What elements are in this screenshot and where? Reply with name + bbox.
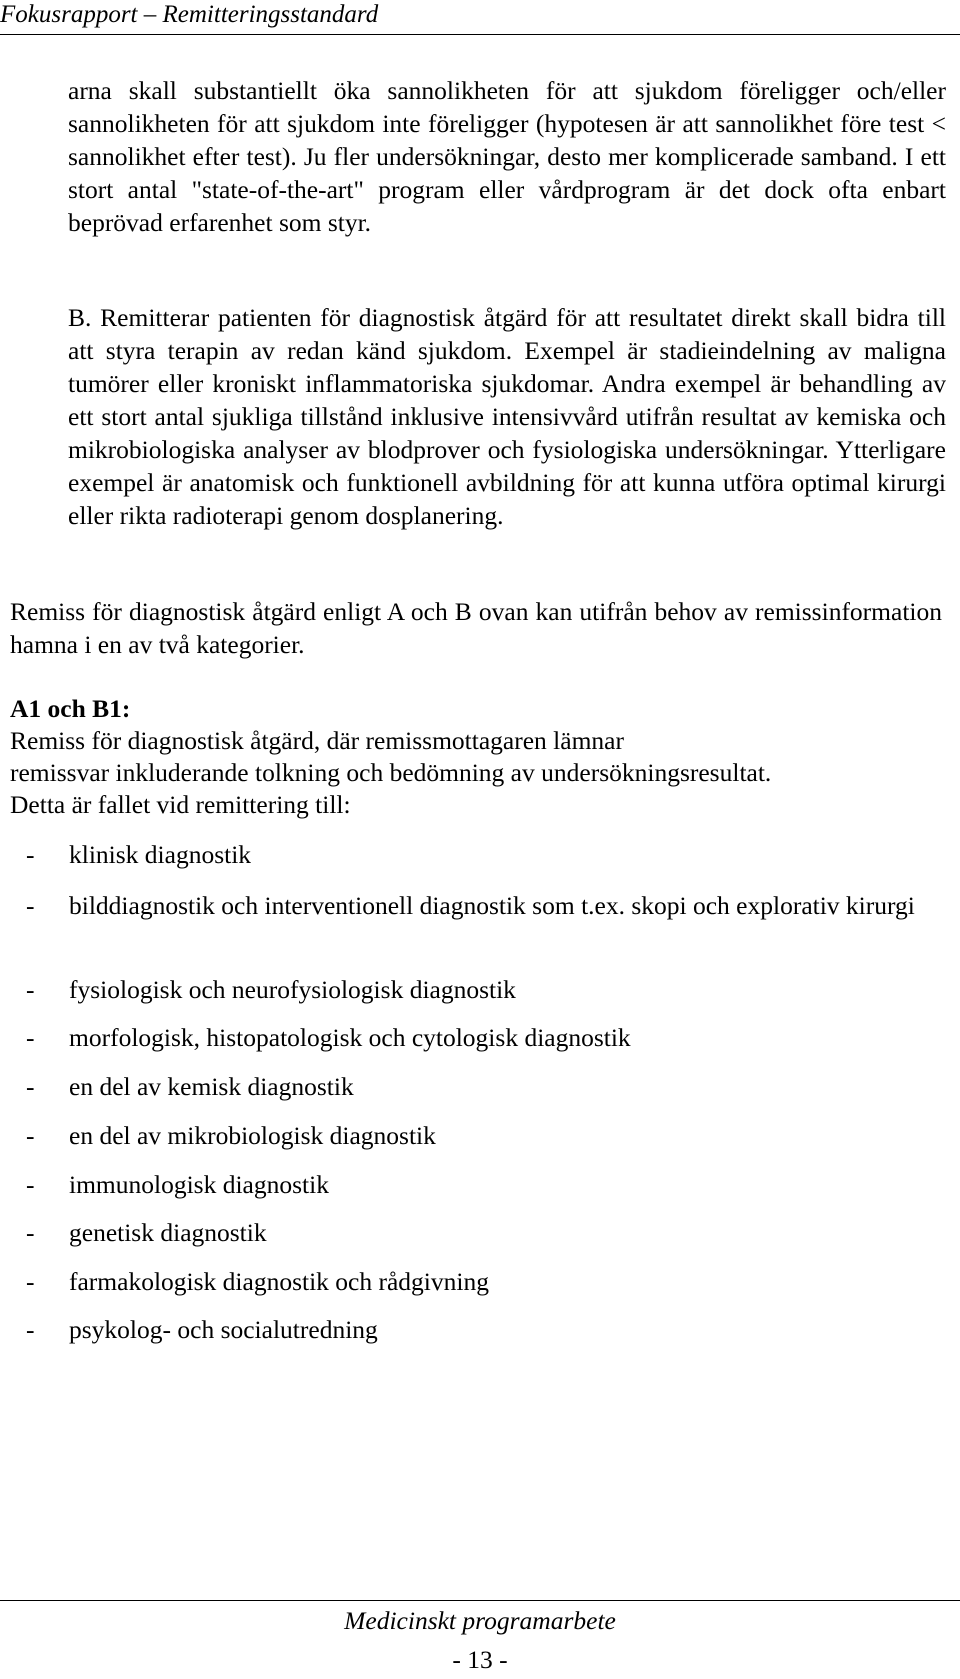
list-marker: - — [26, 1170, 35, 1199]
list-marker: - — [26, 1267, 35, 1296]
section-line-3: Detta är fallet vid remittering till: — [10, 790, 351, 819]
list-marker: - — [26, 1023, 35, 1052]
list-item-text: en del av kemisk diagnostik — [69, 1072, 354, 1101]
list-item-text: farmakologisk diagnostik och rådgivning — [69, 1267, 489, 1296]
list-marker: - — [26, 975, 35, 1004]
footer-title: Medicinskt programarbete — [344, 1606, 616, 1635]
list-marker: - — [26, 1315, 35, 1344]
list-item-text: morfologisk, histopatologisk och cytologisk diagnostik — [69, 1023, 631, 1052]
list-marker: - — [26, 891, 35, 920]
list-item-text: klinisk diagnostik — [69, 840, 252, 869]
section-line-2: remissvar inkluderande tolkning och bedömning av undersökningsresultat. — [10, 758, 772, 787]
list-item-text: psykolog- och socialutredning — [69, 1315, 378, 1344]
section-heading: A1 och B1: — [10, 694, 131, 723]
list-item-text: fysiologisk och neurofysiologisk diagnostik — [69, 975, 516, 1004]
paragraph-b: B. Remitterar patienten för diagnostisk åtgärd för att resultatet direkt skall bidra till att styra terapin av redan känd sjukdom. Exempel är stadieindelning av maligna tumörer eller kroniskt inflammatoriska sjukdomar. Andra exempel är behandling av ett stort antal sjukliga tillstånd inklusive intensivvård utifrån resultat av kemiska och mikrobiologiska analyser av blodprover och fysiologiska undersökningar. Ytterligare exempel är anatomisk och funktionell avbildning för att kunna utföra optimal kirurgi eller rikta radioterapi genom dosplanering. — [68, 303, 946, 530]
page-header — [0, 0, 960, 35]
section-line-1: Remiss för diagnostisk åtgärd, där remissmottagaren lämnar — [10, 726, 624, 755]
footer-divider — [0, 1600, 960, 1601]
list-item-text: en del av mikrobiologisk diagnostik — [69, 1121, 436, 1150]
list-marker: - — [26, 1121, 35, 1150]
list-item-text: genetisk diagnostik — [69, 1218, 267, 1247]
list-marker: - — [26, 1072, 35, 1101]
page-number: - 13 - — [452, 1645, 508, 1674]
list-item-text: immunologisk diagnostik — [69, 1170, 329, 1199]
paragraph-a-continuation: arna skall substantiellt öka sannolikheten för att sjukdom föreligger och/eller sannolikheten för att sjukdom inte föreligger (hypotesen är att sannolikhet före test < sannolikhet efter test). Ju fler undersökningar, desto mer komplicerade samband. I ett stort antal "state-of-the-art" program eller vårdprogram är det dock ofta enbart beprövad erfarenhet som styr. — [68, 76, 946, 237]
paragraph-remiss: Remiss för diagnostisk åtgärd enligt A och B ovan kan utifrån behov av remissinformation hamna i en av två kategorier. — [10, 597, 942, 659]
header-title: Fokusrapport – Remitteringsstandard — [0, 1, 379, 28]
list-marker: - — [26, 1218, 35, 1247]
list-item-text: bilddiagnostik och interventionell diagnostik som t.ex. skopi och explorativ kirurgi — [69, 891, 915, 920]
list-marker: - — [26, 840, 35, 869]
